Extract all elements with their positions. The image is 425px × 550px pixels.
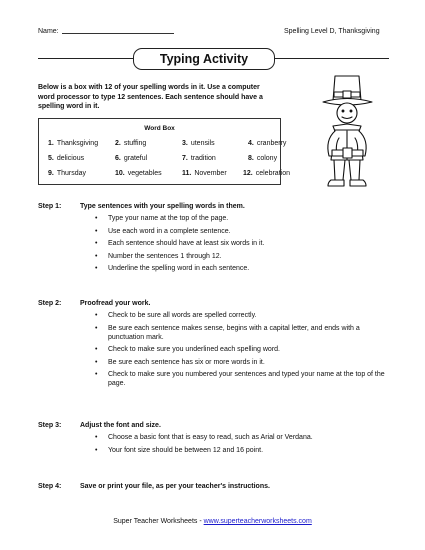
list-item: • Use each word in a complete sentence. — [93, 227, 393, 236]
word-text: cranberry — [256, 140, 287, 147]
step-1-list — [93, 214, 393, 277]
word-item — [243, 170, 290, 177]
word-text: vegetables — [127, 170, 162, 177]
word-text: delicious — [56, 155, 85, 162]
footer — [0, 518, 425, 525]
word-number: 8. — [248, 155, 254, 162]
word-item — [48, 140, 98, 147]
word-text: grateful — [123, 155, 148, 162]
list-item: • Be sure each sentence makes sense, begins with a capital letter, and ends with a punctuation mark. — [93, 324, 393, 342]
word-number: 4. — [248, 140, 254, 147]
word-number: 5. — [48, 155, 54, 162]
word-number: 12. — [243, 170, 253, 177]
word-number: 3. — [182, 140, 188, 147]
word-number: 6. — [115, 155, 121, 162]
word-item — [48, 170, 86, 177]
step-4-label: Step 4: — [38, 483, 62, 490]
list-item: • Check to be sure all words are spelled correctly. — [93, 311, 393, 320]
word-number: 2. — [115, 140, 121, 147]
list-item: • Type your name at the top of the page. — [93, 214, 393, 223]
intro-text: Below is a box with 12 of your spelling words in it. Use a computer word processor to type 12 sentences. Each sentence should have a spelling word in it. — [38, 84, 263, 110]
list-item: • Each sentence should have at least six words in it. — [93, 239, 393, 248]
name-line[interactable] — [62, 33, 174, 34]
name-field[interactable] — [38, 28, 174, 35]
word-text: stuffing — [123, 140, 147, 147]
word-text: celebration — [255, 170, 290, 177]
step-1-label: Step 1: — [38, 203, 62, 210]
word-text: November — [194, 170, 227, 177]
word-number: 9. — [48, 170, 54, 177]
list-item: • Check to make sure you numbered your sentences and typed your name at the top of the page. — [93, 370, 393, 388]
word-item — [115, 170, 162, 177]
step-4-heading: Save or print your file, as per your teacher's instructions. — [80, 483, 270, 490]
word-text: Thanksgiving — [56, 140, 99, 147]
word-number: 1. — [48, 140, 54, 147]
list-item: • Be sure each sentence has six or more words in it. — [93, 358, 393, 367]
list-item: • Your font size should be between 12 and 16 point. — [93, 446, 393, 455]
pilgrim-illustration — [295, 68, 395, 198]
word-item — [182, 155, 216, 162]
word-text: colony — [256, 155, 278, 162]
step-3-list — [93, 433, 393, 458]
word-box-title: Word Box — [144, 125, 175, 132]
word-box — [38, 118, 290, 185]
footer-link[interactable]: www.superteacherworksheets.com — [203, 518, 312, 525]
step-2-label: Step 2: — [38, 300, 62, 307]
list-item: • Number the sentences 1 through 12. — [93, 252, 393, 261]
word-item — [115, 140, 146, 147]
step-1-heading: Type sentences with your spelling words in them. — [80, 203, 245, 210]
word-number: 10. — [115, 170, 125, 177]
step-3-heading: Adjust the font and size. — [80, 422, 161, 429]
word-number: 11. — [182, 170, 192, 177]
word-item — [248, 140, 286, 147]
worksheet-subject: Spelling Level D, Thanksgiving — [284, 28, 380, 35]
word-item — [182, 140, 215, 147]
word-item — [182, 170, 227, 177]
list-item: • Check to make sure you underlined each spelling word. — [93, 345, 393, 354]
step-3-label: Step 3: — [38, 422, 62, 429]
word-item — [115, 155, 147, 162]
word-number: 7. — [182, 155, 188, 162]
word-item — [48, 155, 84, 162]
word-text: utensils — [190, 140, 215, 147]
footer-text: Super Teacher Worksheets - — [113, 518, 204, 525]
word-item — [248, 155, 277, 162]
page-title: Typing Activity — [133, 48, 275, 70]
list-item: • Underline the spelling word in each sentence. — [93, 264, 393, 273]
list-item: • Choose a basic font that is easy to read, such as Arial or Verdana. — [93, 433, 393, 442]
word-text: tradition — [190, 155, 216, 162]
word-text: Thursday — [56, 170, 87, 177]
name-label: Name: — [38, 28, 59, 35]
step-2-list — [93, 311, 393, 392]
step-2-heading: Proofread your work. — [80, 300, 151, 307]
